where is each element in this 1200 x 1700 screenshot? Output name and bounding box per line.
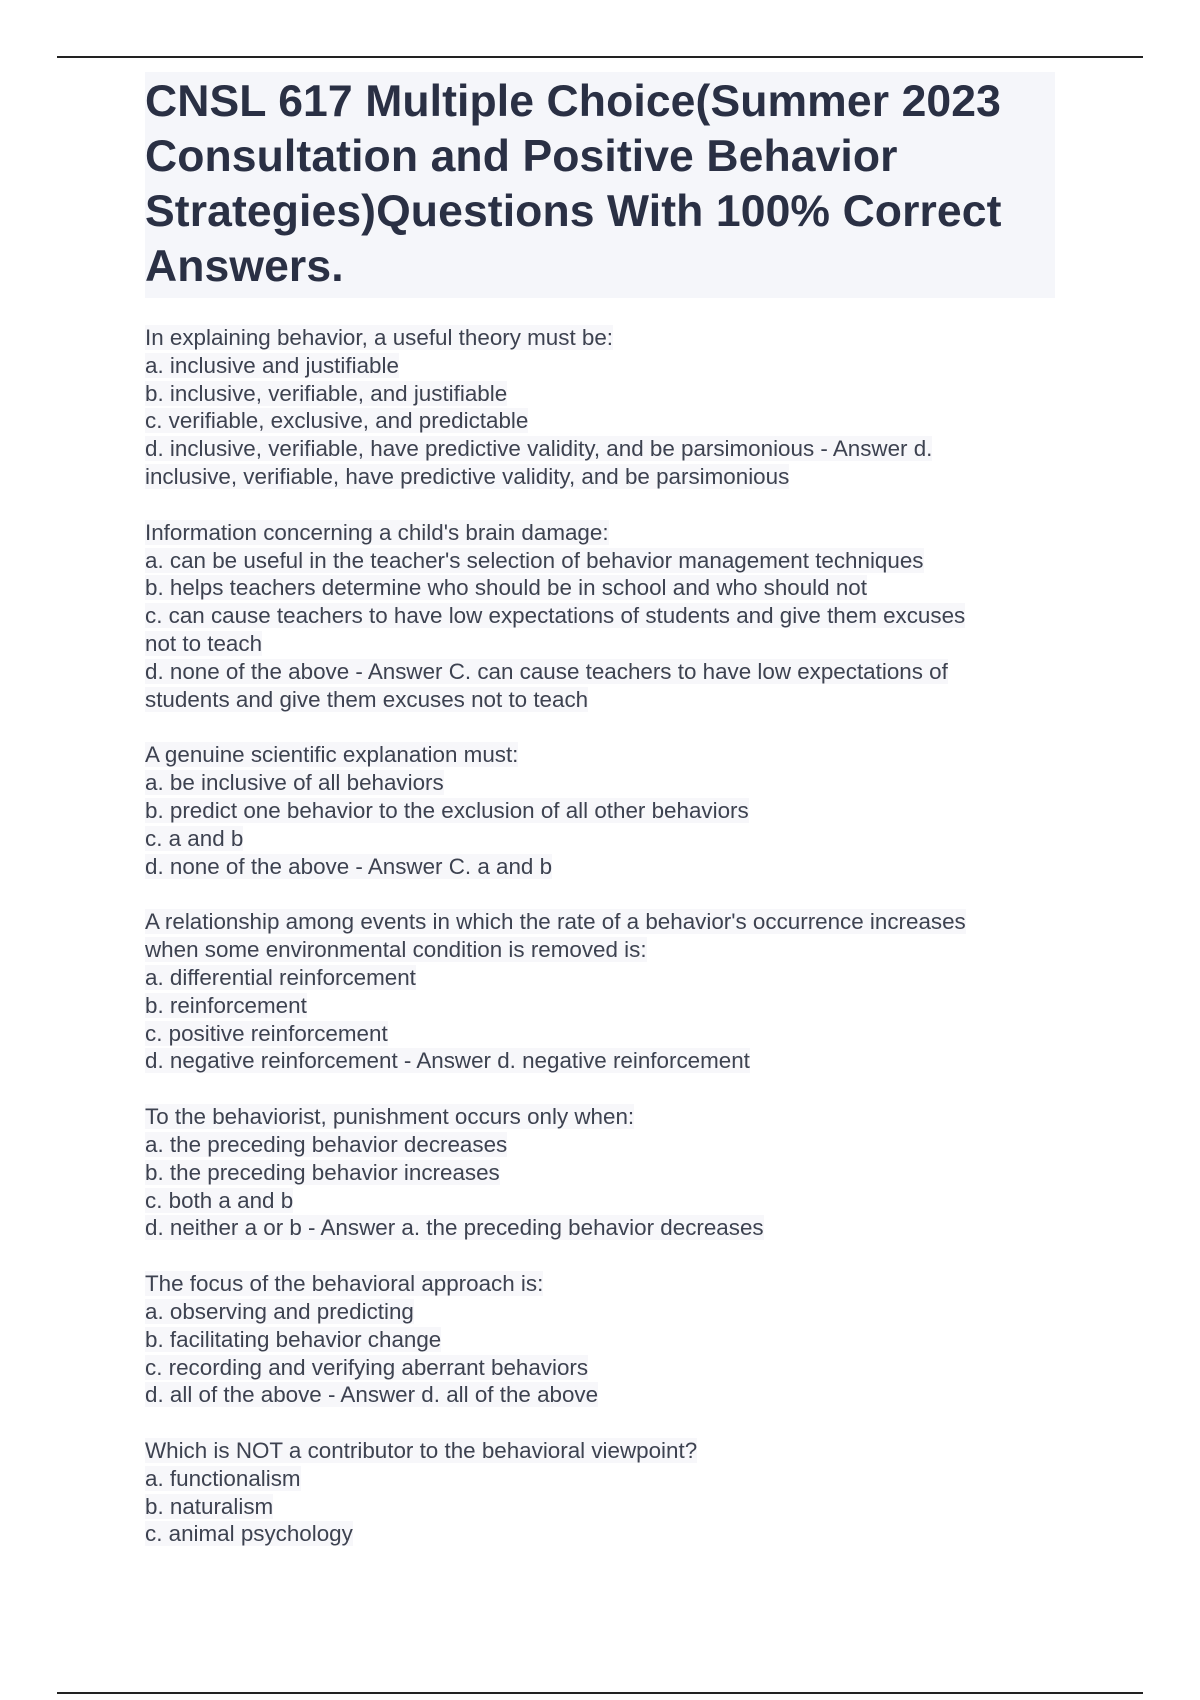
question-block: [145, 519, 1055, 714]
question-line-text: c. can cause teachers to have low expectations of students and give them excuses: [145, 603, 966, 629]
question-line: [145, 1520, 1055, 1548]
question-line: [145, 407, 1055, 435]
question-line: [145, 380, 1055, 408]
question-line: [145, 352, 1055, 380]
question-line: [145, 686, 1055, 714]
question-line-text: d. neither a or b - Answer a. the preceding behavior decreases: [145, 1215, 764, 1241]
question-line: [145, 463, 1055, 491]
question-line-text: not to teach: [145, 630, 263, 656]
question-line-text: The focus of the behavioral approach is:: [145, 1271, 544, 1297]
question-stem: [145, 324, 1055, 352]
question-block: [145, 1437, 1055, 1548]
question-line: [145, 435, 1055, 463]
question-line-text: b. the preceding behavior increases: [145, 1159, 500, 1185]
question-line-text: In explaining behavior, a useful theory must be:: [145, 325, 614, 350]
question-line-text: a. the preceding behavior decreases: [145, 1131, 508, 1157]
question-line: [145, 1465, 1055, 1493]
question-line: [145, 825, 1055, 853]
question-stem: [145, 1437, 1055, 1465]
question-stem: [145, 741, 1055, 769]
question-line: [145, 630, 1055, 658]
question-line-text: d. negative reinforcement - Answer d. negative reinforcement: [145, 1048, 750, 1074]
question-line: [145, 769, 1055, 797]
question-block: [145, 1270, 1055, 1409]
question-line-text: Information concerning a child's brain damage:: [145, 519, 609, 545]
question-block: [145, 1103, 1055, 1242]
question-line: [145, 853, 1055, 881]
question-line-text: b. helps teachers determine who should be in school and who should not: [145, 575, 867, 601]
question-line-text: c. positive reinforcement: [145, 1020, 388, 1046]
question-line-text: b. naturalism: [145, 1493, 274, 1519]
question-line: [145, 992, 1055, 1020]
question-line-text: c. verifiable, exclusive, and predictable: [145, 408, 529, 434]
question-stem: [145, 1270, 1055, 1298]
top-rule: [57, 56, 1143, 58]
question-line-text: d. inclusive, verifiable, have predictive validity, and be parsimonious - Answer d.: [145, 436, 933, 462]
question-line: [145, 1354, 1055, 1382]
question-line-text: b. facilitating behavior change: [145, 1326, 442, 1352]
question-line-text: b. reinforcement: [145, 992, 307, 1018]
question-line: [145, 574, 1055, 602]
question-line: [145, 797, 1055, 825]
document-body: [145, 72, 1055, 1576]
question-line: [145, 1493, 1055, 1521]
question-line-text: when some environmental condition is removed is:: [145, 937, 647, 963]
question-line: [145, 1298, 1055, 1326]
question-line: [145, 1131, 1055, 1159]
question-line: [145, 1159, 1055, 1187]
question-line: [145, 1326, 1055, 1354]
question-stem: [145, 1103, 1055, 1131]
question-line-text: a. differential reinforcement: [145, 964, 416, 990]
question-line-text: A genuine scientific explanation must:: [145, 742, 519, 768]
question-line-text: c. recording and verifying aberrant behaviors: [145, 1354, 589, 1380]
question-line: [145, 936, 1055, 964]
question-line-text: a. inclusive and justifiable: [145, 352, 399, 378]
question-line-text: Which is NOT a contributor to the behavioral viewpoint?: [145, 1438, 698, 1464]
question-line-text: b. predict one behavior to the exclusion of all other behaviors: [145, 797, 749, 823]
question-line-text: inclusive, verifiable, have predictive validity, and be parsimonious: [145, 463, 790, 489]
question-line: [145, 1214, 1055, 1242]
question-line: [145, 1047, 1055, 1075]
question-line-text: a. can be useful in the teacher's selection of behavior management techniques: [145, 547, 924, 573]
question-line-text: a. observing and predicting: [145, 1298, 414, 1324]
question-line-text: c. a and b: [145, 825, 244, 851]
question-line-text: students and give them excuses not to teach: [145, 686, 589, 712]
question-line-text: b. inclusive, verifiable, and justifiable: [145, 380, 508, 406]
question-line-text: A relationship among events in which the rate of a behavior's occurrence increases: [145, 909, 966, 935]
title-block: [145, 72, 1055, 298]
question-line-text: a. be inclusive of all behaviors: [145, 770, 444, 796]
question-line: [145, 1187, 1055, 1215]
question-stem: [145, 519, 1055, 547]
question-line: [145, 547, 1055, 575]
question-list: [145, 324, 1055, 1548]
question-line-text: d. all of the above - Answer d. all of the above: [145, 1382, 599, 1408]
question-line: [145, 1020, 1055, 1048]
question-line-text: d. none of the above - Answer C. a and b: [145, 853, 553, 879]
question-line: [145, 964, 1055, 992]
question-line: [145, 658, 1055, 686]
question-line-text: To the behaviorist, punishment occurs only when:: [145, 1104, 635, 1130]
question-block: [145, 908, 1055, 1075]
question-line-text: a. functionalism: [145, 1465, 301, 1491]
question-line-text: c. animal psychology: [145, 1521, 353, 1547]
question-block: [145, 324, 1055, 491]
question-line: [145, 602, 1055, 630]
bottom-rule: [57, 1692, 1143, 1694]
question-line-text: c. both a and b: [145, 1187, 294, 1213]
question-block: [145, 741, 1055, 880]
question-stem: [145, 908, 1055, 936]
question-line: [145, 1381, 1055, 1409]
document-title: CNSL 617 Multiple Choice(Summer 2023 Consultation and Positive Behavior Strategies)Questions With 100% Correct Answers.: [145, 77, 1002, 291]
question-line-text: d. none of the above - Answer C. can cause teachers to have low expectations of: [145, 658, 948, 684]
